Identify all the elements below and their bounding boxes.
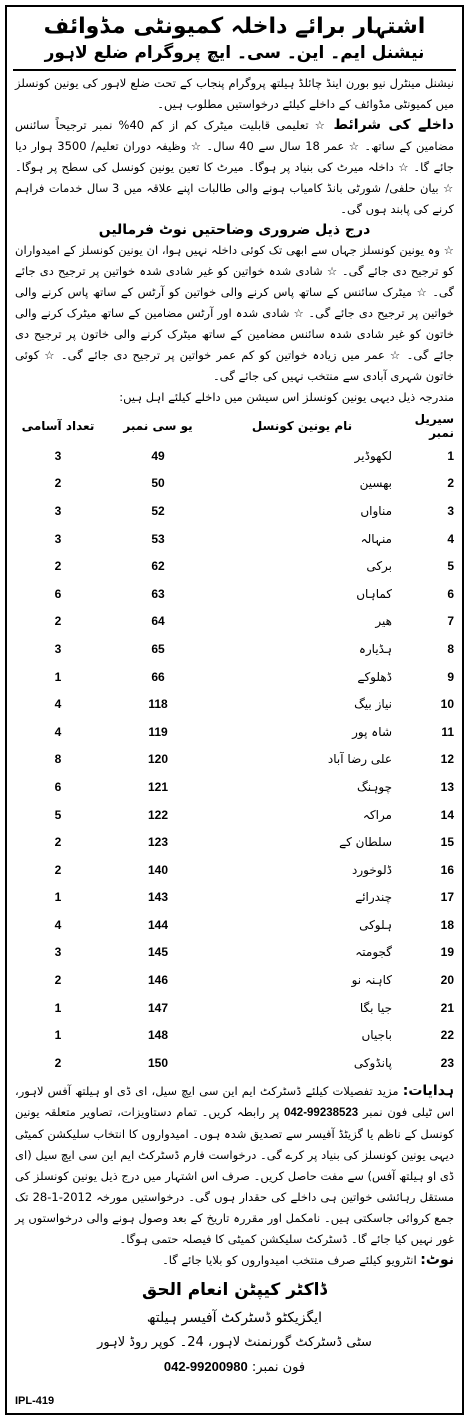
cell-name: ہلوکی	[359, 917, 392, 932]
cell-serial: 13	[440, 779, 454, 794]
cell-uc: 147	[147, 1000, 169, 1015]
cell-uc: 120	[147, 752, 169, 767]
instructions-text-2: پر رابطہ کریں۔ تمام دستاویزات، تصاویر متعلقہ یونین کونسل کے ناظم یا گزیٹڈ آفیسر سے تصدیق شدہ ہوں۔ امیدواروں کا انتخاب سلیکشن کمیٹی دیہی یونین کونسلز کی بنیاد پر کرے گی۔ درخواست فارم ڈسٹرکٹ ایم این سی ایچ سیل (ای ڈی او ہیلتھ آفس) سے مفت حاصل کریں۔ صرف اس اشتہار میں درج ذیل یونین کونسلز کی مستقل رہائشی خواتین ہی داخلے کی حقدار ہوں گی۔ درخواستیں مورخہ 2012-1-28 تک جمع کروائی جاسکتی ہیں۔ نامکمل اور مقررہ تاریخ کے بعد وصول ہونے والی درخواستوں پر غور نہیں کیا جائے گا۔ ڈسٹرکٹ سلیکشن کمیٹی کا فیصلہ حتمی ہوگا۔	[15, 1104, 454, 1246]
header-uc: یو سی نمبر	[123, 419, 193, 433]
cell-seats: 4	[54, 917, 62, 932]
instructions-heading: ہدایات:	[402, 1082, 454, 1099]
cell-name: ھیر	[375, 614, 392, 629]
cell-name: نیاز بیگ	[354, 697, 392, 712]
table-row	[10, 608, 456, 636]
cell-serial: 14	[440, 807, 454, 822]
cell-serial: 4	[447, 531, 454, 546]
cell-seats: 2	[54, 476, 62, 491]
table-row	[10, 690, 456, 718]
table-row	[10, 470, 456, 498]
cell-uc: 53	[151, 531, 165, 546]
cell-uc: 65	[151, 641, 165, 656]
table-row	[10, 497, 456, 525]
cell-uc: 50	[151, 476, 165, 491]
conditions-heading: داخلے کی شرائط	[333, 117, 454, 133]
cell-name: مناواں	[360, 503, 392, 518]
table-row	[10, 442, 456, 470]
cell-uc: 123	[147, 835, 169, 850]
cell-seats: 5	[54, 807, 62, 822]
signature-block	[7, 1275, 462, 1380]
table-row	[10, 580, 456, 608]
cell-name: چندرائے	[355, 890, 392, 905]
cell-uc: 146	[147, 973, 169, 988]
cell-uc: 62	[151, 559, 165, 574]
cell-serial: 5	[447, 559, 454, 574]
cell-serial: 11	[441, 724, 454, 739]
cell-serial: 22	[440, 1028, 454, 1043]
cell-uc: 49	[151, 448, 165, 463]
table-row	[10, 746, 456, 774]
cell-seats: 2	[54, 614, 62, 629]
advertisement	[5, 5, 464, 1415]
header-seats: تعداد آسامی	[21, 419, 95, 433]
cell-serial: 19	[440, 945, 454, 960]
ad-subtitle: نیشنل ایم۔ این۔ سی۔ ایچ پروگرام ضلع لاہور	[44, 43, 425, 63]
table-row	[10, 525, 456, 553]
table-row	[10, 884, 456, 912]
cell-name: شاہ پور	[352, 724, 392, 739]
cell-uc: 63	[151, 586, 165, 601]
cell-seats: 1	[54, 1028, 62, 1043]
cell-serial: 20	[440, 973, 454, 988]
table-row	[10, 635, 456, 663]
cell-seats: 1	[54, 669, 62, 684]
cell-uc: 52	[151, 503, 165, 518]
cell-name: منہالہ	[360, 531, 392, 546]
cell-uc: 148	[147, 1028, 169, 1043]
eligible-intro: مندرجہ ذیل دیہی یونین کونسلز اس سیشن میں داخلے کیلئے اہل ہیں:	[119, 390, 454, 404]
table-row	[10, 911, 456, 939]
instructions-text-1: مزید تفصیلات کیلئے ڈسٹرکٹ ایم این سی ایچ سیل، ای ڈی او ہیلتھ آفس لاہور، اس ٹیلی فون نمبر	[15, 1083, 455, 1119]
footnote-section	[7, 1250, 462, 1271]
cell-uc: 145	[147, 945, 169, 960]
cell-uc: 122	[147, 807, 169, 822]
table-body	[10, 442, 456, 1077]
signatory-name: ڈاکٹر کیپٹن انعام الحق	[142, 1279, 327, 1300]
table-row	[10, 663, 456, 691]
cell-seats: 2	[54, 862, 62, 877]
cell-seats: 6	[54, 779, 62, 794]
cell-serial: 15	[440, 835, 454, 850]
cell-serial: 17	[440, 890, 454, 905]
signatory-designation: ایگزیکٹو ڈسٹرکٹ آفیسر ہیلتھ	[146, 1309, 323, 1326]
cell-serial: 10	[440, 697, 454, 712]
cell-seats: 6	[54, 586, 62, 601]
cell-name: لکھوڈیر	[354, 448, 392, 463]
cell-seats: 2	[54, 559, 62, 574]
cell-name: جیا بگا	[359, 1000, 392, 1015]
cell-serial: 7	[447, 614, 454, 629]
signatory-phone-line	[7, 1355, 462, 1380]
cell-uc: 144	[147, 917, 169, 932]
table-row	[10, 828, 456, 856]
cell-seats: 4	[54, 697, 62, 712]
cell-seats: 8	[54, 752, 62, 767]
cell-serial: 23	[440, 1055, 454, 1070]
footnote-heading: نوٹ:	[420, 1251, 454, 1268]
notes-text: ☆ وہ یونین کونسلز جہاں سے ابھی تک کوئی داخلہ نہیں ہوا، ان یونین کونسلز کے امیدواران کو ترجیح دی جائے گی۔ ☆ شادی شدہ خواتین کو غیر شادی شدہ خواتین پر ترجیح دی جائے گی۔ ☆ میٹرک سائنس کے ساتھ پاس کرنے والی خواتین کو آرٹس کے ساتھ پاس کرنے والی خواتین پر ترجیح دی جائے گی۔ ☆ شادی شدہ اور آرٹس مضامین کے ساتھ میٹرک کرنے والی خاتون کو غیر شادی شدہ سائنس مضامین کے ساتھ میٹرک کرنے والی خاتون پر ترجیح دی جائے گی۔ ☆ عمر میں زیادہ خواتین کو کم عمر خواتین پر ترجیح دی جائے گی۔ ☆ کوئی خاتون شہری آبادی سے منتخب نہیں کی جائے گی۔	[15, 243, 454, 383]
cell-name: باجیاں	[361, 1028, 392, 1043]
notes-heading: درج ذیل ضروری وضاحتیں نوٹ فرمالیں	[98, 222, 371, 238]
cell-uc: 64	[151, 614, 165, 629]
cell-name: بھسین	[359, 476, 392, 491]
table-row	[10, 552, 456, 580]
intro-paragraph: نیشنل مینٹرل نیو بورن اینڈ چائلڈ ہیلتھ پروگرام پنجاب کے تحت ضلع لاہور کی یونین کونسلز میں کمیونٹی مڈوائف کے داخلے کیلئے درخواستیں مطلوب ہیں۔	[15, 76, 454, 111]
cell-seats: 2	[54, 1055, 62, 1070]
table-row	[10, 718, 456, 746]
cell-name: برکی	[366, 559, 392, 574]
signatory-address: سٹی ڈسٹرکٹ گورنمنٹ لاہور، 24۔ کوپر روڈ لاہور	[97, 1334, 372, 1350]
cell-seats: 3	[54, 531, 62, 546]
cell-seats: 3	[54, 448, 62, 463]
cell-uc: 118	[148, 697, 168, 712]
cell-seats: 2	[54, 973, 62, 988]
table-row	[10, 994, 456, 1022]
cell-serial: 3	[447, 503, 454, 518]
cell-uc: 66	[151, 669, 165, 684]
cell-name: گجومتہ	[355, 945, 392, 960]
instructions-section	[7, 1081, 462, 1250]
table-row	[10, 856, 456, 884]
cell-seats: 3	[54, 945, 62, 960]
cell-serial: 6	[447, 586, 454, 601]
table-row	[10, 773, 456, 801]
cell-serial: 9	[447, 669, 454, 684]
cell-name: مراکہ	[362, 807, 392, 822]
cell-name: ڈلوخورد	[352, 862, 392, 877]
cell-name: پانڈوکی	[353, 1055, 392, 1070]
footnote-text: انٹرویو کیلئے صرف منتخب امیدواروں کو بلایا جائے گا۔	[162, 1252, 417, 1267]
cell-uc: 143	[147, 890, 169, 905]
table-header-row	[10, 410, 456, 442]
cell-serial: 16	[440, 862, 454, 877]
conditions-section	[7, 115, 462, 220]
table-row	[10, 801, 456, 829]
cell-serial: 1	[447, 448, 454, 463]
cell-uc: 140	[147, 862, 169, 877]
cell-name: علی رضا آباد	[327, 752, 392, 767]
reference-code: IPL-419	[15, 1395, 55, 1407]
phone-label: فون نمبر:	[251, 1359, 306, 1375]
union-council-table	[10, 410, 456, 1077]
cell-name: کاہنہ نو	[351, 973, 392, 988]
cell-name: سلطان کے	[339, 835, 392, 850]
cell-uc: 121	[147, 779, 169, 794]
cell-uc: 150	[147, 1055, 169, 1070]
cell-seats: 4	[54, 724, 62, 739]
cell-serial: 2	[447, 476, 454, 491]
cell-seats: 1	[54, 890, 62, 905]
cell-name: چوہنگ	[356, 779, 392, 794]
cell-seats: 3	[54, 641, 62, 656]
phone-number: 042-99200980	[163, 1358, 248, 1374]
ad-title: اشتہار برائے داخلہ کمیونٹی مڈوائف	[43, 14, 426, 39]
cell-name: کماہاں	[356, 586, 392, 601]
header-serial: سیریل نمبر	[414, 412, 454, 440]
conditions-text: ☆ تعلیمی قابلیت میٹرک کم از کم 40% نمبر ترجیحاً سائنس مضامین کے ساتھ۔ ☆ عمر 18 سال سے 40 سال۔ ☆ وظیفہ دوران تعلیم/ 3500 ہوار دیا جائے گا۔ ☆ داخلہ میرٹ کی بنیاد پر ہوگا۔ میرٹ کا تعین یونین کونسل کی سطح پر ہوگا۔ ☆ بیان حلفی/ شورٹی بانڈ کامیاب ہونے والی طالبات اپنے علاقہ میں 3 سال خدمات فراہم کرنے کی پابند ہوں گی۔	[15, 118, 454, 216]
cell-serial: 18	[440, 917, 454, 932]
table-row	[10, 1021, 456, 1049]
table-row	[10, 939, 456, 967]
cell-name: ڈھلوکے	[357, 669, 392, 684]
cell-seats: 3	[54, 503, 62, 518]
table-row	[10, 966, 456, 994]
cell-serial: 8	[447, 641, 454, 656]
header-divider	[13, 69, 456, 71]
cell-serial: 12	[440, 752, 454, 767]
cell-seats: 1	[54, 1000, 62, 1015]
cell-name: ہڈیارہ	[358, 641, 392, 656]
header-name: نام یونین کونسل	[251, 419, 353, 433]
table-row	[10, 1049, 456, 1077]
cell-serial: 21	[440, 1000, 454, 1015]
instructions-phone: 042-99238523	[284, 1106, 359, 1119]
cell-uc: 119	[148, 724, 168, 739]
cell-seats: 2	[54, 835, 62, 850]
